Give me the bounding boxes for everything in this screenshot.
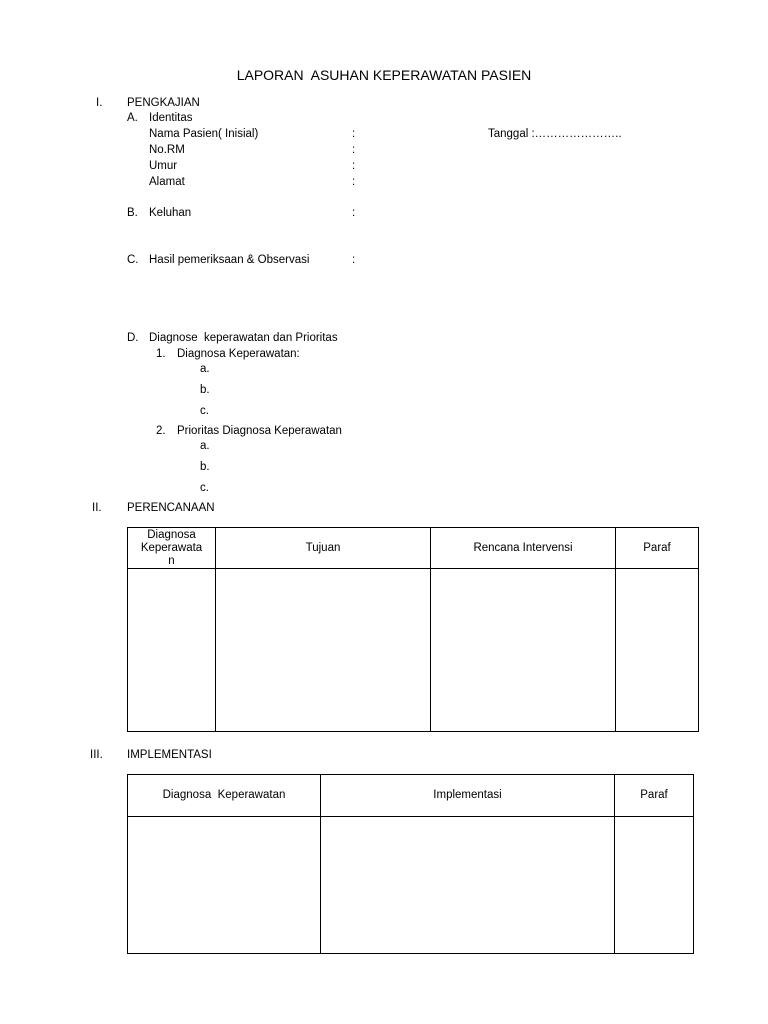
list-number: 1. <box>156 348 166 360</box>
field-colon: : <box>352 128 356 140</box>
list-sub-item: c. <box>200 482 209 494</box>
field-colon: : <box>352 254 356 266</box>
page-title: LAPORAN ASUHAN KEPERAWATAN PASIEN <box>236 67 532 83</box>
table-row <box>128 817 694 954</box>
subsection-label: Identitas <box>149 112 193 124</box>
subsection-letter: D. <box>127 332 139 344</box>
list-sub-item: b. <box>200 384 210 396</box>
list-sub-item: a. <box>200 440 210 452</box>
field-colon: : <box>352 160 356 172</box>
section-number: II. <box>92 502 102 514</box>
table-cell <box>615 817 694 954</box>
list-sub-item: a. <box>200 363 210 375</box>
table-header-implementasi: Implementasi <box>321 775 615 817</box>
list-sub-item: b. <box>200 461 210 473</box>
table-cell <box>216 569 431 732</box>
table-header-paraf: Paraf <box>616 528 699 569</box>
table-header-row <box>128 528 699 569</box>
field-colon: : <box>352 144 356 156</box>
table-cell <box>321 817 615 954</box>
table-cell <box>431 569 616 732</box>
field-label: Umur <box>149 160 178 172</box>
field-label: Nama Pasien( Inisial) <box>149 128 259 140</box>
subsection-letter: B. <box>127 207 138 219</box>
section-number: III. <box>90 749 103 761</box>
subsection-label: Diagnose keperawatan dan Prioritas <box>149 332 338 344</box>
table-header-tujuan: Tujuan <box>216 528 431 569</box>
table-cell <box>616 569 699 732</box>
subsection-letter: C. <box>127 254 139 266</box>
perencanaan-table <box>127 527 699 732</box>
section-heading: PERENCANAAN <box>127 502 215 514</box>
section-heading: IMPLEMENTASI <box>127 749 212 761</box>
field-label: Alamat <box>149 176 185 188</box>
list-label: Diagnosa Keperawatan: <box>177 348 300 360</box>
tanggal-field: Tanggal :………………….. <box>488 128 622 140</box>
section-heading: PENGKAJIAN <box>127 97 200 109</box>
table-cell <box>128 817 321 954</box>
section-number: I. <box>96 97 103 109</box>
table-header-paraf: Paraf <box>615 775 694 817</box>
field-label: No.RM <box>149 144 185 156</box>
header-line: Keperawata <box>140 541 203 554</box>
table-header-diagnosa <box>128 528 216 569</box>
subsection-label: Keluhan <box>149 207 192 219</box>
table-cell <box>128 569 216 732</box>
header-line: Diagnosa <box>147 528 196 541</box>
table-header-diagnosa: Diagnosa Keperawatan <box>128 775 321 817</box>
table-header-row <box>128 775 694 817</box>
implementasi-table <box>127 774 694 954</box>
list-sub-item: c. <box>200 405 209 417</box>
list-number: 2. <box>156 425 166 437</box>
subsection-letter: A. <box>127 112 138 124</box>
table-row <box>128 569 699 732</box>
list-label: Prioritas Diagnosa Keperawatan <box>177 425 342 437</box>
table-header-rencana: Rencana Intervensi <box>431 528 616 569</box>
field-colon: : <box>352 176 356 188</box>
field-colon: : <box>352 207 356 219</box>
header-line: n <box>168 554 175 567</box>
subsection-label: Hasil pemeriksaan & Observasi <box>149 254 310 266</box>
